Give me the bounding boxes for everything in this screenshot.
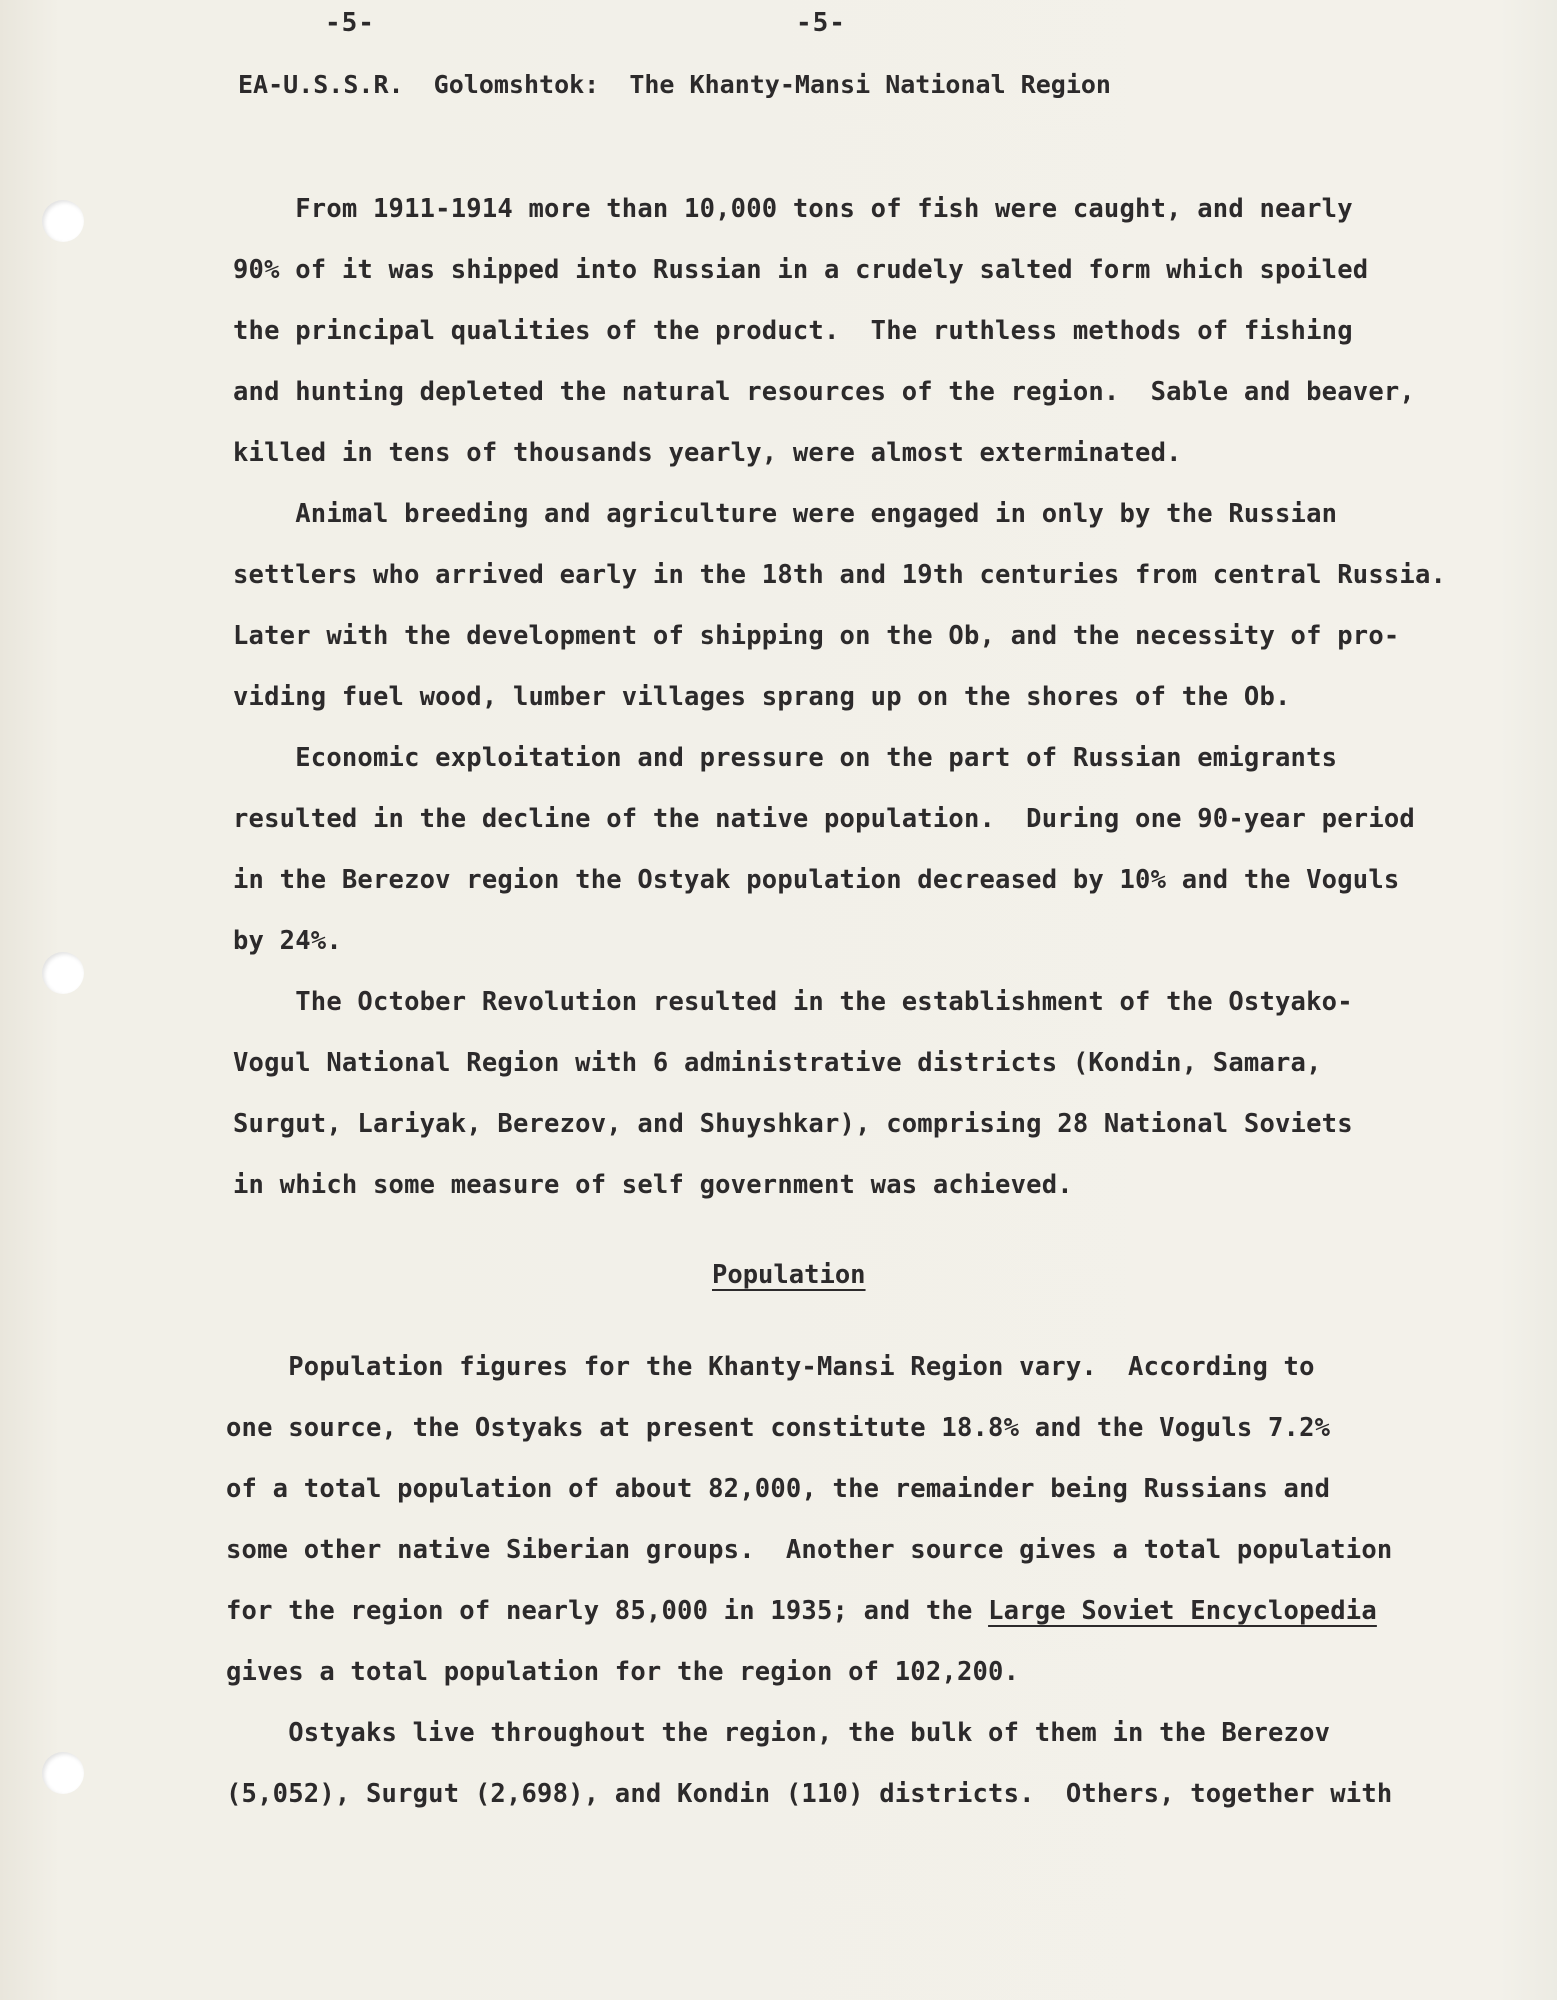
page-number-right: -5- [796,8,846,38]
text-line: resulted in the decline of the native population. During one 90-year period [233,804,1415,834]
text-line: in which some measure of self government was achieved. [233,1170,1073,1200]
section-heading: Population [712,1260,866,1290]
text-line: From 1911-1914 more than 10,000 tons of fish were caught, and nearly [233,194,1353,224]
text-line: viding fuel wood, lumber villages sprang up on the shores of the Ob. [233,682,1291,712]
text-line: of a total population of about 82,000, the remainder being Russians and [226,1474,1331,1504]
text-line: in the Berezov region the Ostyak population decreased by 10% and the Voguls [233,865,1400,895]
underlined-title: Large Soviet Encyclopedia [988,1596,1377,1626]
text-line: The October Revolution resulted in the establishment of the Ostyako- [233,987,1353,1017]
text-line: Animal breeding and agriculture were engaged in only by the Russian [233,499,1338,529]
text-line: Vogul National Region with 6 administrative districts (Kondin, Samara, [233,1048,1322,1078]
text-line: Population figures for the Khanty-Mansi Region vary. According to [226,1352,1315,1382]
text-line: the principal qualities of the product. The ruthless methods of fishing [233,316,1353,346]
text-line: by 24%. [233,926,342,956]
page-number-left: -5- [325,8,375,38]
text-line: 90% of it was shipped into Russian in a crudely salted form which spoiled [233,255,1369,285]
text-line: and hunting depleted the natural resources of the region. Sable and beaver, [233,377,1415,407]
text-line: (5,052), Surgut (2,698), and Kondin (110) districts. Others, together with [226,1779,1393,1809]
text-line: settlers who arrived early in the 18th and 19th centuries from central Russia. [233,560,1447,590]
punch-hole [42,952,84,994]
text-line: Surgut, Lariyak, Berezov, and Shuyshkar), comprising 28 National Soviets [233,1109,1353,1139]
text-segment: for the region of nearly 85,000 in 1935; and the [226,1596,989,1626]
text-line: gives a total population for the region of 102,200. [226,1657,1020,1687]
text-line: Later with the development of shipping on the Ob, and the necessity of pro- [233,621,1400,651]
text-line: one source, the Ostyaks at present constitute 18.8% and the Voguls 7.2% [226,1413,1331,1443]
text-line: Ostyaks live throughout the region, the bulk of them in the Berezov [226,1718,1331,1748]
text-line: Economic exploitation and pressure on the part of Russian emigrants [233,743,1338,773]
punch-hole [42,1752,84,1794]
document-header: EA-U.S.S.R. Golomshtok: The Khanty-Mansi National Region [238,70,1111,99]
text-line: killed in tens of thousands yearly, were almost exterminated. [233,438,1182,468]
text-line [226,1596,1377,1626]
text-line: some other native Siberian groups. Another source gives a total population [226,1535,1393,1565]
punch-hole [42,200,84,242]
